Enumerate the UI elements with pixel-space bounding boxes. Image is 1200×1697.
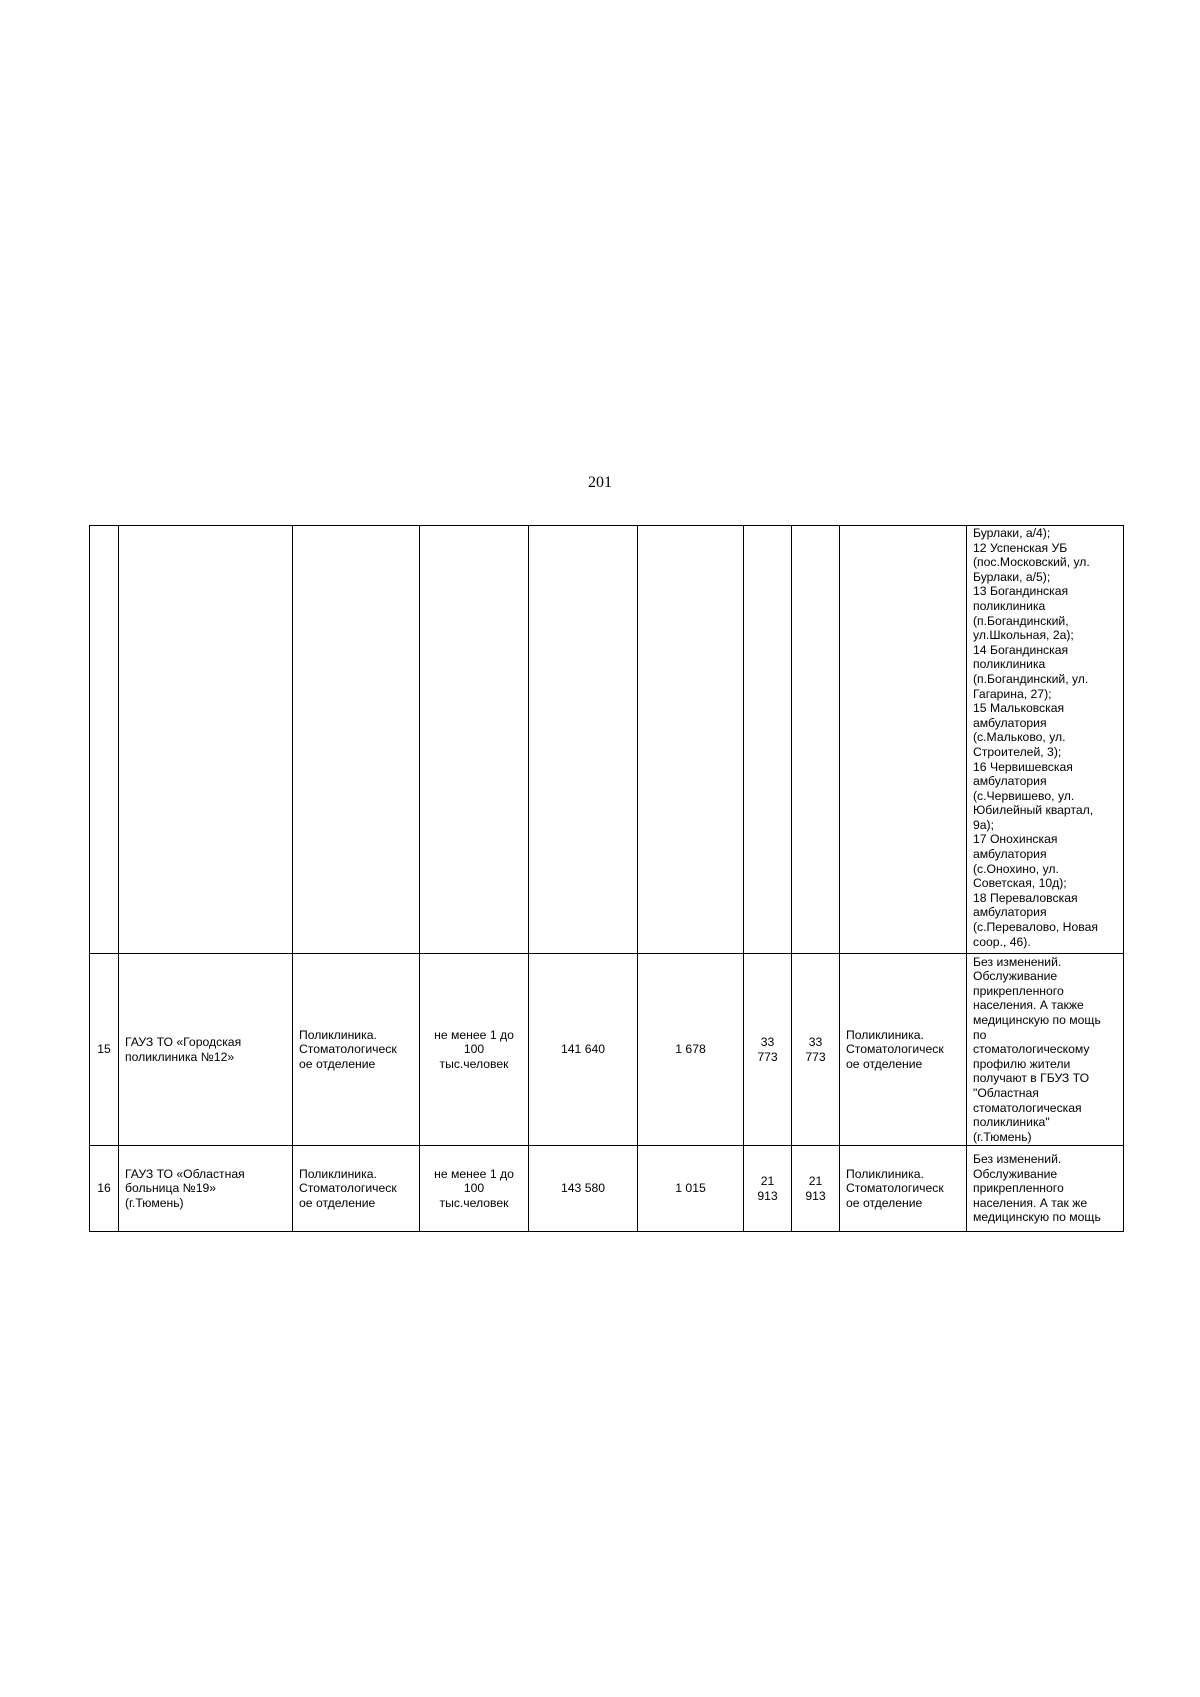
note-line: соор., 46). [973,934,1031,949]
cell-org: ГАУЗ ТО «Городская поликлиника №12» [119,954,293,1146]
cell-value2: 1 015 [638,1146,744,1232]
note-line: Юбилейный квартал, [973,803,1094,818]
note-line: 13 Богандинская [973,584,1069,599]
note-line: (с.Мальково, ул. [973,730,1066,745]
table-row [90,954,1124,1146]
cell-num [90,526,119,954]
note-line: поликлиника [973,657,1046,672]
cell-org: ГАУЗ ТО «Областная больница №19» (г.Тюмень) [119,1146,293,1232]
note-line: (с.Онохино, ул. [973,861,1059,876]
note-line: 18 Переваловская [973,890,1078,905]
note-line: 12 Успенская УБ [973,540,1068,555]
note-line: населения. А так же [973,1195,1088,1210]
note-line: амбулатория [973,847,1047,862]
cell-note [967,1146,1124,1232]
note-line: получают в ГБУЗ ТО [973,1071,1090,1086]
cell-note [967,954,1124,1146]
cell-type: Поликлиника. Стоматологическ ое отделение [293,1146,420,1232]
note-line: 15 Мальковская [973,701,1065,716]
note-line: Гагарина, 27); [973,686,1052,701]
cell-population [420,526,529,954]
note-line: 16 Червишевская [973,759,1073,774]
note-line: ул.Школьная, 2а); [973,628,1074,643]
cell-type2: Поликлиника. Стоматологическ ое отделение [840,954,967,1146]
cell-value4 [792,526,840,954]
cell-population: не менее 1 до 100 тыс.человек [420,954,529,1146]
cell-attached [529,526,638,954]
note-line: медицинскую по мощь [973,1210,1101,1225]
cell-value4: 33 773 [792,954,840,1146]
note-line: (с.Червишево, ул. [973,788,1075,803]
note-line: амбулатория [973,905,1047,920]
cell-type2 [840,526,967,954]
cell-note [967,526,1124,954]
cell-org [119,526,293,954]
note-line: прикрепленного [973,1181,1064,1196]
cell-value3 [744,526,792,954]
note-line: 17 Онохинская [973,832,1058,847]
cell-num: 15 [90,954,119,1146]
cell-value2 [638,526,744,954]
note-line: амбулатория [973,715,1047,730]
cell-attached: 143 580 [529,1146,638,1232]
note-line: Советская, 10д); [973,876,1067,891]
cell-num: 16 [90,1146,119,1232]
cell-attached: 141 640 [529,954,638,1146]
note-line: Обслуживание [973,969,1058,984]
cell-population: не менее 1 до 100 тыс.человек [420,1146,529,1232]
note-line: (п.Богандинский, [973,613,1069,628]
note-line: амбулатория [973,774,1047,789]
note-line: стоматологическая [973,1100,1082,1115]
note-line: Без изменений. [973,1152,1062,1167]
note-line: Строителей, 3); [973,744,1062,759]
note-line: прикрепленного [973,983,1064,998]
note-line: поликлиника" [973,1115,1050,1130]
cell-value3: 33 773 [744,954,792,1146]
note-line: медицинскую по мощь [973,1013,1101,1028]
cell-type: Поликлиника. Стоматологическ ое отделение [293,954,420,1146]
note-line: "Областная [973,1085,1039,1100]
note-line: (с.Перевалово, Новая [973,920,1098,935]
note-line: стоматологическому [973,1042,1090,1057]
cell-type2: Поликлиника. Стоматологическ ое отделение [840,1146,967,1232]
facilities-table [89,525,1124,1232]
cell-value2: 1 678 [638,954,744,1146]
note-line: Без изменений. [973,954,1062,969]
note-line: 9а); [973,817,995,832]
note-line: по [973,1027,987,1042]
note-line: Бурлаки, а/5); [973,569,1051,584]
note-line: (пос.Московский, ул. [973,555,1090,570]
note-line: (г.Тюмень) [973,1129,1032,1144]
note-line: поликлиника [973,598,1046,613]
table-row [90,1146,1124,1232]
note-line: (п.Богандинский, ул. [973,671,1089,686]
table-row-continuation [90,526,1124,954]
note-line: населения. А также [973,998,1084,1013]
cell-value3: 21 913 [744,1146,792,1232]
cell-type [293,526,420,954]
note-line: Бурлаки, а/4); [973,526,1051,540]
note-line: Обслуживание [973,1166,1058,1181]
note-line: профилю жители [973,1056,1071,1071]
cell-value4: 21 913 [792,1146,840,1232]
page-number: 201 [588,474,612,491]
note-line: 14 Богандинская [973,642,1069,657]
